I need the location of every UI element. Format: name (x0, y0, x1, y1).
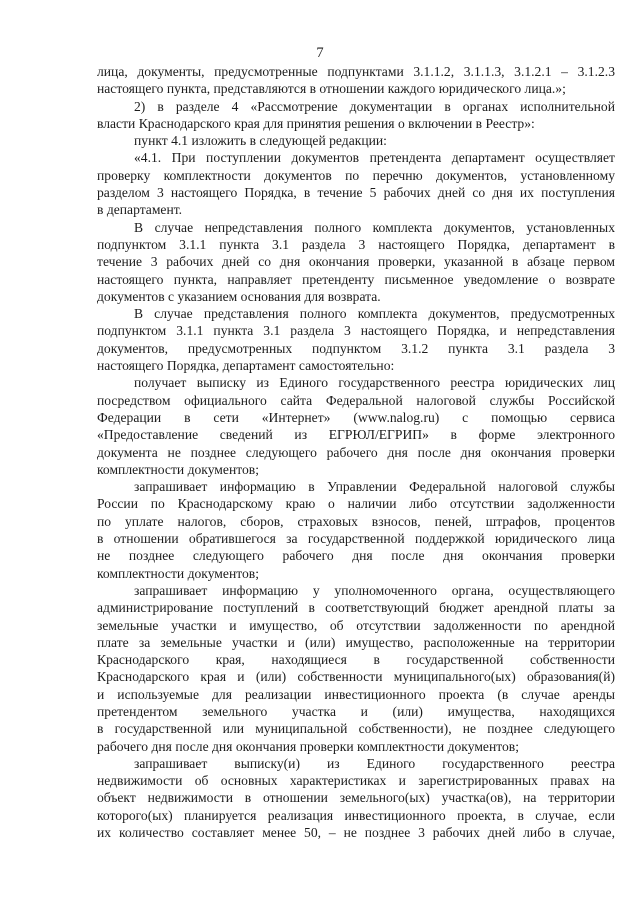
text-line: объект недвижимости в отношении земельного(ых) участка(ов), на территории (97, 790, 615, 806)
paragraph-tax-request (97, 478, 615, 582)
text-line: запрашивает информацию у уполномоченного органа, осуществляющего (134, 582, 615, 598)
text-line: В случае непредставления полного комплекта документов, установленных (134, 219, 615, 235)
paragraph-complete (97, 305, 615, 374)
text-line: запрашивает информацию в Управлении Федеральной налоговой службы (134, 479, 615, 495)
text-line: разделом 3 настоящего Порядка, в течение 5 рабочих дней со дня их поступления (97, 185, 615, 201)
text-line: России по Краснодарскому краю о наличии либо отсутствии задолженности (97, 496, 615, 512)
text-line: рабочего дня после дня окончания проверки комплектности документов; (97, 738, 519, 754)
text-line: плате за земельные участки и (или) имущество, расположенные на территории (97, 634, 615, 650)
text-line: посредством официального сайта Федеральной налоговой службы Российской (97, 392, 615, 408)
text-line: комплектности документов; (97, 461, 259, 477)
paragraph-item-2 (97, 98, 615, 133)
text-line: земельные участки и имущество, об отсутствии задолженности по арендной (97, 617, 615, 633)
paragraph-egrul (97, 374, 615, 478)
paragraph-continuation (97, 63, 615, 98)
text-line: в департамент. (97, 202, 183, 218)
text-line: недвижимости об основных характеристиках и зарегистрированных правах на (97, 773, 615, 789)
text-line: власти Краснодарского края для принятия решения о включении в Реестр»: (97, 115, 535, 131)
text-line: которого(ых) планируется реализация инвестиционного проекта, в случае, если (97, 807, 615, 823)
text-line: по уплате налогов, сборов, страховых взносов, пеней, штрафов, процентов (97, 513, 615, 529)
document-body (97, 63, 615, 841)
text-line: «4.1. При поступлении документов претендента департамент осуществляет (134, 150, 615, 166)
text-line: их количество составляет менее 50, – не позднее 3 рабочих дней либо в случае, (97, 825, 615, 841)
text-line: подпунктом 3.1.1 пункта 3.1 раздела 3 настоящего Порядка, и непредставления (97, 323, 615, 339)
paragraph-rent-request (97, 582, 615, 755)
text-line: «Предоставление сведений из ЕГРЮЛ/ЕГРИП» в форме электронного (97, 427, 615, 443)
text-line: лица, документы, предусмотренные подпунктами 3.1.1.2, 3.1.1.3, 3.1.2.1 – 3.1.2.3 (97, 64, 615, 79)
text-line: получает выписку из Единого государственного реестра юридических лиц (134, 375, 615, 391)
text-line: претендентом земельного участка и (или) имущества, находящихся (97, 703, 615, 719)
text-line: комплектности документов; (97, 565, 259, 581)
text-line: запрашивает выписку(и) из Единого государственного реестра (134, 755, 615, 771)
text-line: В случае представления полного комплекта документов, предусмотренных (134, 306, 615, 322)
text-line: документов, предусмотренных подпунктом 3.1.2 пункта 3.1 раздела 3 (97, 340, 615, 356)
paragraph-4-1 (97, 149, 615, 218)
text-line: проверку комплектности документов по перечню документов, установленному (97, 167, 615, 183)
text-line: не позднее следующего рабочего дня после дня окончания проверки (97, 548, 615, 564)
text-line: течение 3 рабочих дней со дня окончания проверки, указанной в абзаце первом (97, 254, 615, 270)
text-line: администрирование поступлений в соответствующий бюджет арендной платы за (97, 600, 615, 616)
text-line: Краснодарского края, находящиеся в государственной собственности (97, 652, 615, 668)
text-line: в государственной или муниципальной собственности), не позднее следующего (97, 721, 615, 737)
text-line: и используемые для реализации инвестиционного проекта (в случае аренды (97, 686, 615, 702)
text-line: подпунктом 3.1.1 пункта 3.1 раздела 3 настоящего Порядка, департамент в (97, 236, 615, 252)
text-line: настоящего пункта, представляются в отношении каждого юридического лица.»; (97, 81, 566, 97)
text-line: Краснодарского края и (или) собственности муниципального(ых) образования(й) (97, 669, 615, 685)
text-line: пункт 4.1 изложить в следующей редакции: (134, 133, 387, 149)
page-number: 7 (316, 45, 324, 61)
text-line: в отношении обратившегося за государственной поддержкой юридического лица (97, 531, 615, 547)
text-line: 2) в разделе 4 «Рассмотрение документации в органах исполнительной (134, 98, 615, 114)
text-line: Федерации в сети «Интернет» (www.nalog.ru) с помощью сервиса (97, 409, 615, 425)
paragraph-instruction (97, 132, 615, 149)
text-line: документов с указанием основания для возврата. (97, 288, 381, 304)
text-line: настоящего пункта, направляет претенденту письменное уведомление о возврате (97, 271, 615, 287)
text-line: документа не позднее следующего рабочего дня после дня окончания проверки (97, 444, 615, 460)
paragraph-incomplete (97, 219, 615, 305)
text-line: настоящего Порядка, департамент самостоятельно: (97, 358, 395, 374)
paragraph-egrn-request (97, 755, 615, 841)
